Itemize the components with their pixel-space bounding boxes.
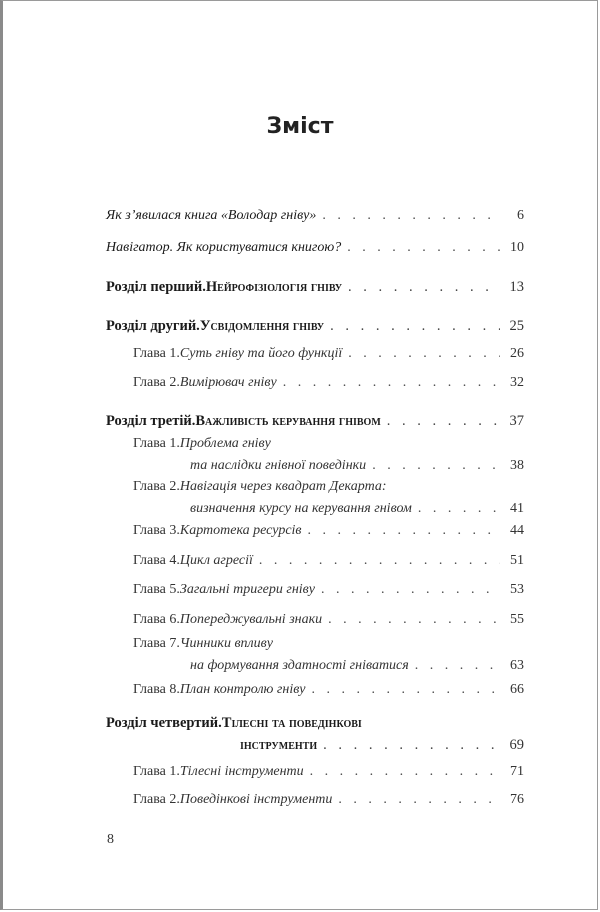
entry-page-number: 69 [509,737,524,753]
toc-entry[interactable] [106,276,524,298]
entry-title: визначення курсу на керування гнівом [190,501,412,516]
toc-entry-line [106,712,524,734]
entry-title: Тілесні та поведінкові [221,715,362,731]
toc-entry-line [106,579,524,601]
entry-page-number: 51 [510,553,524,568]
entry-title: на формування здатності гніватися [190,658,409,673]
toc-entry-line [106,276,524,298]
entry-title: Картотека ресурсів [179,523,302,538]
dot-leader [323,734,500,756]
dot-leader [321,579,500,601]
toc-entry-line [106,789,524,811]
entry-page-number: 41 [510,501,524,516]
entry-page-number: 10 [510,240,524,255]
entry-prefix: Глава 5. [133,582,180,597]
entry-page-number: 13 [509,279,524,295]
entry-title: Нейрофізіологія гніву [205,279,343,295]
toc-entry-line [106,498,524,520]
entry-title: інструменти [240,737,318,753]
entry-page-number: 38 [510,458,524,473]
entry-prefix: Розділ третій. [106,413,196,429]
entry-prefix: Глава 1. [133,764,180,779]
toc-entry[interactable] [106,410,524,432]
toc-entry-line [106,734,524,756]
dot-leader [372,455,500,477]
toc-entry-line [106,520,524,542]
toc-entry[interactable] [106,343,524,365]
dot-leader [347,237,500,259]
dot-leader [312,679,500,701]
entry-prefix: Глава 2. [133,375,180,390]
entry-title: та наслідки гнівної поведінки [190,458,367,473]
entry-prefix: Глава 8. [133,682,180,697]
entry-page-number: 32 [510,375,524,390]
toc-entry-line [106,550,524,572]
entry-prefix: Глава 2. [133,792,180,807]
entry-prefix: Розділ перший. [106,279,206,295]
entry-page-number: 26 [510,346,524,361]
dot-leader [328,609,500,631]
toc-entry-line [106,633,524,655]
toc-entry[interactable] [106,205,524,227]
entry-title: Загальні тригери гніву [179,582,315,597]
dot-leader [310,761,500,783]
entry-prefix: Розділ четвертий. [106,715,222,731]
toc-entry[interactable] [106,372,524,394]
entry-page-number: 44 [510,523,524,538]
entry-title: Усвідомлення гніву [199,318,325,334]
toc-entry-line [106,761,524,783]
toc-entry-line [106,476,524,498]
dot-leader [308,520,501,542]
entry-title: Як з’явилася книга «Володар гніву» [106,208,317,223]
toc-entry-line [106,372,524,394]
entry-prefix: Глава 4. [133,553,180,568]
entry-page-number: 76 [510,792,524,807]
entry-title: Чинники впливу [179,636,273,651]
entry-title: Поведінкові інструменти [179,792,333,807]
entry-title: Навігація через квадрат Декарта: [179,479,387,494]
toc-entry[interactable] [106,433,524,477]
entry-prefix: Глава 7. [133,636,180,651]
dot-leader [387,410,500,432]
toc-entry[interactable] [106,609,524,631]
entry-title: Важливість керування гнівом [195,413,381,429]
toc-entry[interactable] [106,761,524,783]
entry-prefix: Глава 3. [133,523,180,538]
dot-leader [283,372,500,394]
entry-title: План контролю гніву [179,682,306,697]
toc-entry-line [106,315,524,337]
dot-leader [259,550,500,572]
toc-entry[interactable] [106,789,524,811]
entry-page-number: 25 [509,318,524,334]
entry-page-number: 55 [510,612,524,627]
entry-page-number: 53 [510,582,524,597]
entry-title: Навігатор. Як користуватися книгою? [106,240,342,255]
toc-entry[interactable] [106,315,524,337]
toc-entry[interactable] [106,520,524,542]
entry-page-number: 37 [509,413,524,429]
toc-entry[interactable] [106,550,524,572]
entry-title: Попереджувальні знаки [179,612,323,627]
entry-prefix: Глава 1. [133,346,180,361]
entry-page-number: 63 [510,658,524,673]
entry-title: Проблема гніву [179,436,271,451]
entry-prefix: Розділ другий. [106,318,200,334]
toc-entry[interactable] [106,679,524,701]
toc-entry[interactable] [106,633,524,677]
entry-prefix: Глава 2. [133,479,180,494]
entry-page-number: 66 [510,682,524,697]
toc-entry[interactable] [106,712,524,756]
toc-entry-line [106,205,524,227]
toc-entry-line [106,343,524,365]
page-number: 8 [107,832,114,847]
dot-leader [418,498,500,520]
dot-leader [348,343,500,365]
dot-leader [338,789,500,811]
toc-entry-line [106,655,524,677]
entry-title: Тілесні інструменти [179,764,304,779]
toc-entry[interactable] [106,237,524,259]
page-title: Зміст [266,114,334,139]
dot-leader [322,205,500,227]
toc-entry-line [106,609,524,631]
entry-title: Цикл агресії [179,553,253,568]
toc-entry-line [106,679,524,701]
entry-prefix: Глава 6. [133,612,180,627]
dot-leader [415,655,500,677]
toc-entry[interactable] [106,476,524,520]
toc-entry-line [106,410,524,432]
entry-page-number: 6 [517,208,524,223]
entry-prefix: Глава 1. [133,436,180,451]
toc-entry-line [106,237,524,259]
toc-entry-line [106,433,524,455]
entry-title: Вимірювач гніву [179,375,277,390]
entry-page-number: 71 [510,764,524,779]
dot-leader [348,276,500,298]
dot-leader [330,315,500,337]
toc-entry[interactable] [106,579,524,601]
toc-entry-line [106,455,524,477]
entry-title: Суть гніву та його функції [179,346,343,361]
